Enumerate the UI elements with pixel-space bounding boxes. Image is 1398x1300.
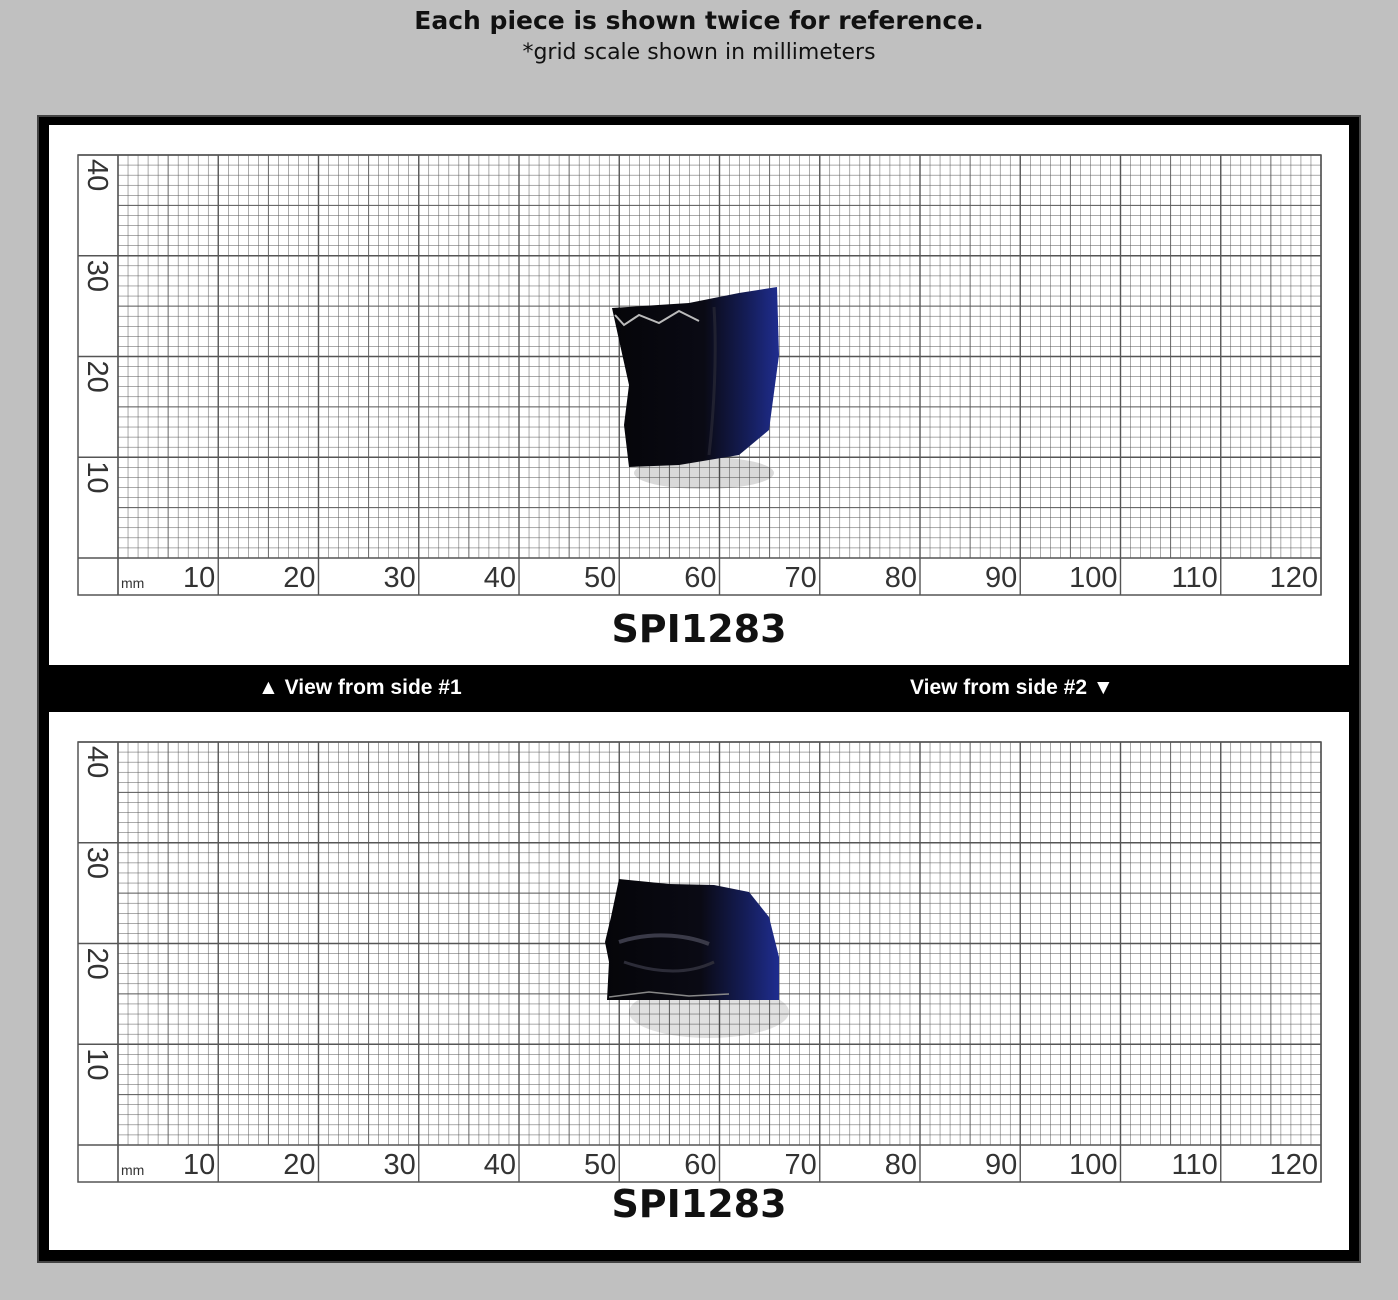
x-tick-label: 70 [784,1149,817,1181]
x-tick-label: 30 [383,562,416,594]
y-tick-label: 20 [81,360,113,393]
mm-grid-chart [49,125,1349,605]
grid-unit-label: mm [121,575,145,591]
y-tick-label: 40 [81,159,113,192]
page-subtitle: *grid scale shown in millimeters [522,40,876,65]
x-tick-label: 20 [283,562,316,594]
x-tick-label: 10 [182,1149,216,1181]
y-tick-label: 10 [81,461,113,494]
x-tick-label: 100 [1069,562,1118,594]
y-tick-label: 40 [81,746,113,779]
photo-panel-side-2 [49,712,1349,1250]
x-tick-label: 40 [483,562,516,594]
mm-grid-chart [49,712,1349,1192]
y-tick-label: 20 [81,947,113,980]
x-tick-label: 120 [1269,562,1318,594]
page-title: Each piece is shown twice for reference. [414,6,984,35]
x-tick-label: 10 [182,562,216,594]
glass-fragment-image [605,879,789,1038]
y-tick-label: 30 [81,259,113,293]
x-tick-label: 60 [684,1149,717,1181]
y-tick-label: 30 [81,846,113,880]
x-tick-label: 110 [1171,562,1218,594]
piece-id-label: SPI1283 [611,607,787,651]
x-tick-label: 90 [984,562,1018,594]
x-tick-label: 30 [383,1149,416,1181]
x-tick-label: 90 [984,1149,1018,1181]
x-tick-label: 50 [583,1149,617,1181]
view-label-side-1: ▲ View from side #1 [258,676,462,699]
x-tick-label: 110 [1171,1149,1218,1181]
x-tick-label: 80 [884,1149,917,1181]
x-tick-label: 20 [283,1149,316,1181]
x-tick-label: 40 [483,1149,516,1181]
glass-fragment-image [612,287,779,489]
piece-id-label: SPI1283 [611,1182,787,1226]
x-tick-label: 60 [684,562,717,594]
x-tick-label: 120 [1269,1149,1318,1181]
grid-unit-label: mm [121,1162,145,1178]
view-label-side-2: View from side #2 ▼ [910,676,1114,699]
y-tick-label: 10 [81,1048,113,1081]
x-tick-label: 50 [583,562,617,594]
x-tick-label: 80 [884,562,917,594]
x-tick-label: 100 [1069,1149,1118,1181]
photo-panel-side-1 [49,125,1349,665]
x-tick-label: 70 [784,562,817,594]
